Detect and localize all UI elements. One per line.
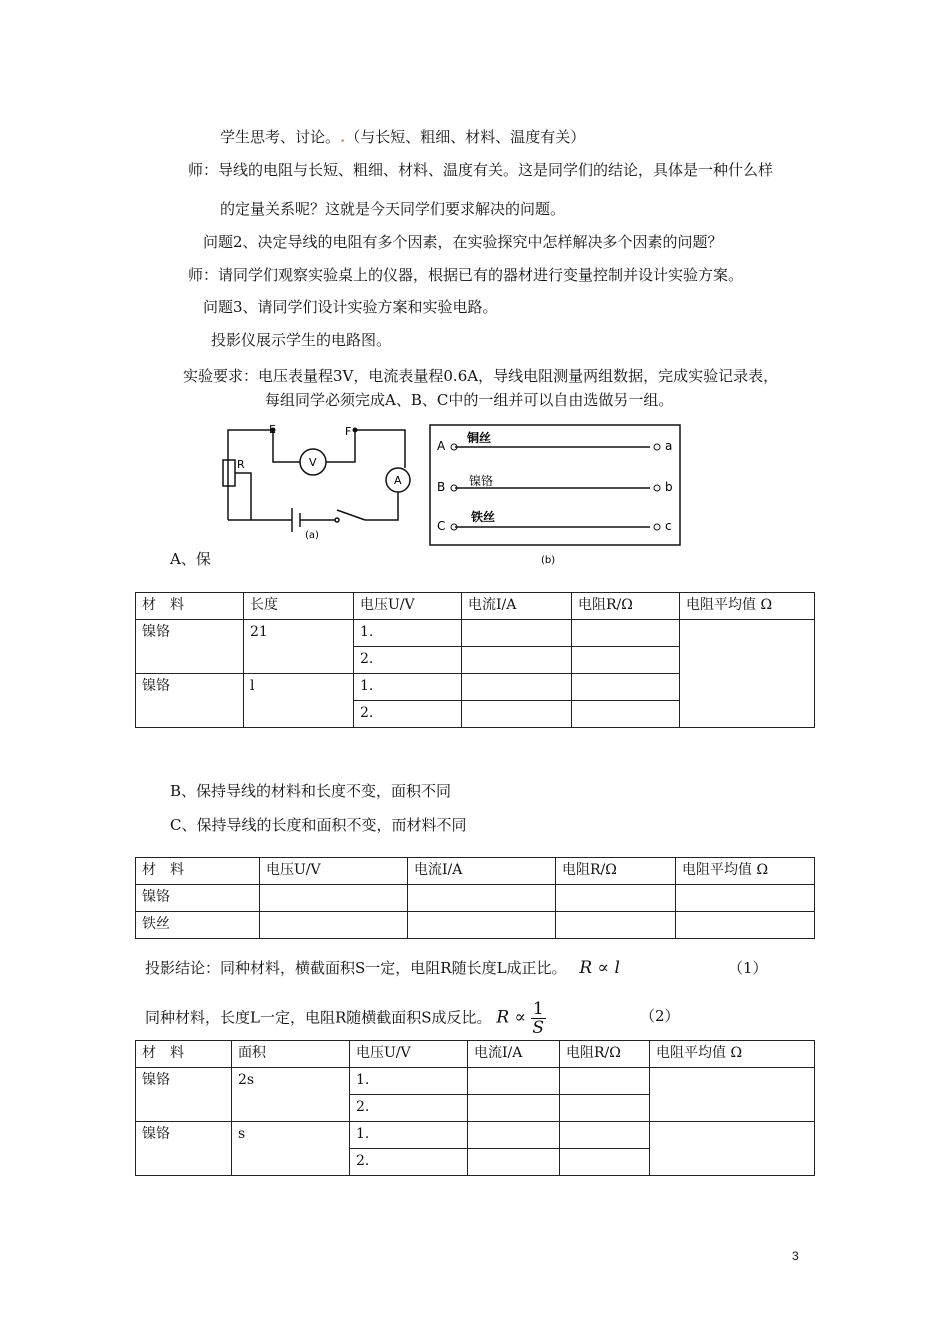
conclusion-1-text: 投影结论：同种材料，横截面积S一定，电阻R随长度L成正比。 (145, 959, 567, 977)
label-E: E (269, 423, 276, 436)
table-row (136, 620, 815, 647)
empty-cell[interactable] (560, 1122, 650, 1149)
caption-a: (a) (305, 530, 319, 541)
empty-cell[interactable] (572, 701, 680, 728)
voltmeter-label: V (309, 456, 317, 469)
empty-cell[interactable] (462, 647, 572, 674)
table-header-row (136, 593, 815, 620)
empty-cell[interactable] (560, 1068, 650, 1095)
wire-A-name: 铜丝 (467, 431, 492, 445)
table-row (136, 912, 815, 939)
empty-cell[interactable] (462, 674, 572, 701)
section-B-label: B、保持导线的材料和长度不变，面积不同 (170, 782, 452, 800)
header-current: 电流I/A (468, 1041, 560, 1068)
conclusion-2 (145, 999, 680, 1040)
table-area (135, 1040, 815, 1176)
paragraph-2: 师：导线的电阻与长短、粗细、材料、温度有关。这是同学们的结论，具体是一种什么样 (188, 161, 774, 179)
empty-cell[interactable] (408, 885, 556, 912)
empty-cell[interactable] (556, 912, 676, 939)
table-row (136, 1068, 815, 1095)
header-current: 电流I/A (462, 593, 572, 620)
empty-cell[interactable] (676, 912, 815, 939)
header-avg-resistance: 电阻平均值 Ω (650, 1041, 815, 1068)
area-cell: 2s (232, 1068, 350, 1122)
fraction-numerator: 1 (532, 999, 544, 1019)
wire-B-left: B (437, 480, 446, 494)
equation-number-1: （1） (728, 959, 768, 977)
material-cell: 镍铬 (136, 674, 244, 728)
header-resistance: 电阻R/Ω (556, 858, 676, 885)
formula-1: R ∝ l (579, 958, 620, 978)
page-number: 3 (792, 1249, 799, 1263)
header-material: 材 料 (136, 858, 260, 885)
header-area: 面积 (232, 1041, 350, 1068)
table-row (136, 1122, 815, 1149)
length-cell: 21 (244, 620, 354, 674)
label-R: R (237, 458, 245, 471)
empty-cell[interactable] (468, 1068, 560, 1095)
area-cell: s (232, 1122, 350, 1176)
empty-cell[interactable] (260, 885, 408, 912)
label-F: F (345, 425, 352, 438)
header-resistance: 电阻R/Ω (572, 593, 680, 620)
wire-A-right: a (665, 439, 673, 453)
header-current: 电流I/A (408, 858, 556, 885)
trial-cell: 2. (354, 647, 462, 674)
header-material: 材 料 (136, 1041, 232, 1068)
material-cell: 铁丝 (136, 912, 260, 939)
fraction-denominator: S (532, 1018, 545, 1038)
table-header-row (136, 1041, 815, 1068)
header-avg-resistance: 电阻平均值 Ω (676, 858, 815, 885)
header-resistance: 电阻R/Ω (560, 1041, 650, 1068)
header-material: 材 料 (136, 593, 244, 620)
paragraph-1 (220, 127, 585, 147)
trial-cell: 2. (354, 701, 462, 728)
caption-b: (b) (541, 555, 556, 566)
trial-cell: 1. (354, 674, 462, 701)
conclusion-1 (145, 958, 768, 978)
header-voltage: 电压U/V (350, 1041, 468, 1068)
empty-cell[interactable] (556, 885, 676, 912)
avg-cell[interactable] (650, 1122, 815, 1176)
empty-cell[interactable] (468, 1149, 560, 1176)
paragraph-3: 的定量关系呢？这就是今天同学们要求解决的问题。 (220, 200, 566, 218)
wire-C-left: C (437, 519, 446, 533)
paragraph-7: 投影仪展示学生的电路图。 (211, 331, 392, 349)
ammeter-label: A (394, 474, 402, 487)
trial-cell: 1. (354, 620, 462, 647)
table-length (135, 592, 815, 728)
empty-cell[interactable] (572, 647, 680, 674)
trial-cell: 2. (350, 1149, 468, 1176)
paragraph-5: 师：请同学们观察实验桌上的仪器，根据已有的器材进行变量控制并设计实验方案。 (188, 266, 744, 284)
empty-cell[interactable] (676, 885, 815, 912)
wire-C-right: c (665, 519, 672, 533)
length-cell: l (244, 674, 354, 728)
material-cell: 镍铬 (136, 1122, 232, 1176)
paragraph-9: 每组同学必须完成A、B、C中的一组并可以自由选做另一组。 (265, 391, 674, 409)
highlight-mark: . (340, 128, 346, 146)
wire-B-name: 镍铬 (469, 474, 494, 488)
empty-cell[interactable] (408, 912, 556, 939)
paragraph-4: 问题2、决定导线的电阻有多个因素，在实验探究中怎样解决多个因素的问题？ (203, 233, 723, 251)
trial-cell: 1. (350, 1122, 468, 1149)
section-C-label: C、保持导线的长度和面积不变，而材料不同 (170, 816, 467, 834)
material-cell: 镍铬 (136, 620, 244, 674)
header-length: 长度 (244, 593, 354, 620)
wire-B-right: b (665, 480, 673, 494)
empty-cell[interactable] (560, 1149, 650, 1176)
empty-cell[interactable] (260, 912, 408, 939)
empty-cell[interactable] (462, 620, 572, 647)
header-voltage: 电压U/V (260, 858, 408, 885)
trial-cell: 2. (350, 1095, 468, 1122)
table-row (136, 885, 815, 912)
empty-cell[interactable] (468, 1122, 560, 1149)
equation-number-2: （2） (640, 1007, 680, 1025)
conclusion-2-text: 同种材料，长度L一定，电阻R随横截面积S成反比。 (145, 1008, 492, 1027)
avg-cell[interactable] (650, 1068, 815, 1122)
empty-cell[interactable] (468, 1095, 560, 1122)
formula-2-lhs: R ∝ (496, 1007, 527, 1028)
circuit-diagram (215, 420, 415, 545)
avg-cell[interactable] (680, 620, 815, 728)
trial-cell: 1. (350, 1068, 468, 1095)
paragraph-1-text: 学生思考、讨论。 (220, 128, 341, 146)
empty-cell[interactable] (572, 674, 680, 701)
formula-2-fraction (531, 1000, 546, 1037)
header-voltage: 电压U/V (354, 593, 462, 620)
paragraph-8: 实验要求：电压表量程3V，电流表量程0.6A，导线电阻测量两组数据，完成实验记录表， (183, 367, 779, 385)
wire-board-diagram (425, 420, 690, 570)
header-avg-resistance: 电阻平均值 Ω (680, 593, 815, 620)
table-header-row (136, 858, 815, 885)
section-A-label: A、保 (170, 550, 211, 568)
empty-cell[interactable] (462, 701, 572, 728)
table-material (135, 857, 815, 939)
wire-C-name: 铁丝 (471, 510, 496, 524)
empty-cell[interactable] (572, 620, 680, 647)
material-cell: 镍铬 (136, 885, 260, 912)
paragraph-6: 问题3、请同学们设计实验方案和实验电路。 (203, 298, 498, 316)
paragraph-1-tail: （与长短、粗细、材料、温度有关） (345, 128, 586, 146)
empty-cell[interactable] (560, 1095, 650, 1122)
material-cell: 镍铬 (136, 1068, 232, 1122)
wire-A-left: A (437, 439, 446, 453)
